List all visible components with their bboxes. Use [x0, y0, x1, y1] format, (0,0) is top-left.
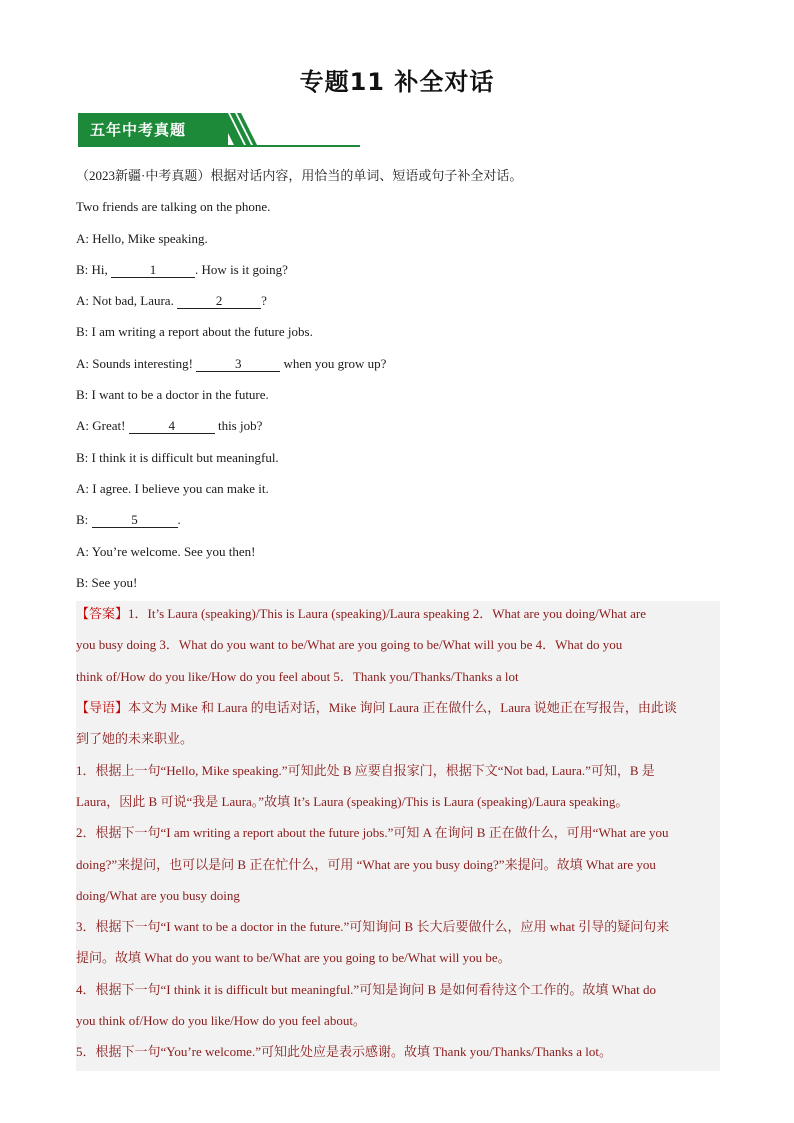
blank-3: 3 — [196, 357, 280, 372]
banner-underline — [78, 145, 360, 147]
dialogue-line: B: See you! — [76, 574, 138, 590]
question-body — [76, 163, 720, 1071]
dialogue-line: A: Hello, Mike speaking. — [76, 230, 208, 246]
guide-tag: 【导语】 — [76, 701, 129, 717]
dialogue-line: B: Hi, 1 . How is it going? — [76, 261, 288, 277]
page-title: 专题11 补全对话 — [299, 68, 495, 96]
dialogue-line: B: I think it is difficult but meaningful. — [76, 449, 279, 465]
explanation-line: doing?”来提问，也可以是问 B 正在忙什么，可用 “What are you busy doing?”来提问。故填 What are you — [76, 856, 656, 872]
answer-section — [76, 601, 720, 1070]
scene-text: Two friends are talking on the phone. — [76, 199, 271, 215]
explanation-line: 3．根据下一句“I want to be a doctor in the future.”可知询问 B 长大后要做什么，应用 what 引导的疑问句来 — [76, 919, 670, 935]
dialogue-line: A: Great! 4 this job? — [76, 418, 263, 434]
explanation-line: 4．根据下一句“I think it is difficult but meaningful.”可知是询问 B 是如何看待这个工作的。故填 What do — [76, 981, 657, 997]
guide-line: 到了她的未来职业。 — [76, 731, 194, 747]
dialogue-line: B: I am writing a report about the future jobs. — [76, 324, 313, 340]
dialogue-line: A: You’re welcome. See you then! — [76, 543, 256, 559]
intro-text: （2023新疆·中考真题）根据对话内容，用恰当的单词、短语或句子补全对话。 — [76, 168, 523, 183]
explanation-line: 2．根据下一句“I am writing a report about the future jobs.”可知 A 在询问 B 正在做什么，可用“What are you — [76, 825, 669, 841]
section-banner-label: 五年中考真题 — [90, 121, 187, 139]
section-banner — [78, 113, 360, 149]
blank-5: 5 — [92, 513, 178, 528]
dialogue-line: B: I want to be a doctor in the future. — [76, 387, 269, 403]
explanation-line: 5．根据下一句“You’re welcome.”可知此处应是表示感谢。故填 Thank you/Thanks/Thanks a lot。 — [76, 1044, 612, 1060]
explanation-line: Laura，因此 B 可说“我是 Laura。”故填 It’s Laura (speaking)/This is Laura (speaking)/Laura speaking。 — [76, 793, 629, 809]
blank-4: 4 — [129, 419, 215, 434]
explanation-line: doing/What are you busy doing — [76, 887, 240, 903]
answer-tag: 【答案】 — [76, 607, 129, 623]
explanation-line: 1．根据上一句“Hello, Mike speaking.”可知此处 B 应要自报家门，根据下文“Not bad, Laura.”可知，B 是 — [76, 762, 655, 778]
dialogue-line: A: Not bad, Laura. 2 ? — [76, 293, 267, 309]
blank-2: 2 — [177, 294, 261, 309]
guide-line: 【导语】本文为 Mike 和 Laura 的电话对话，Mike 询问 Laura 正在做什么，Laura 说她正在写报告，由此谈 — [76, 700, 677, 717]
dialogue-line: A: Sounds interesting! 3 when you grow up? — [76, 355, 387, 371]
answer-line: 【答案】1．It’s Laura (speaking)/This is Laura (speaking)/Laura speaking 2．What are you doing/What are — [76, 606, 647, 623]
explanation-line: 提问。故填 What do you want to be/What are you going to be/What will you be。 — [76, 950, 511, 966]
blank-1: 1 — [111, 263, 195, 278]
answer-line: think of/How do you like/How do you feel about 5．Thank you/Thanks/Thanks a lot — [76, 668, 519, 684]
dialogue-line: B: 5 . — [76, 512, 181, 528]
dialogue-line: A: I agree. I believe you can make it. — [76, 480, 269, 496]
explanation-line: you think of/How do you like/How do you feel about。 — [76, 1013, 366, 1029]
answer-line: you busy doing 3．What do you want to be/What are you going to be/What will you be 4．What do you — [76, 637, 623, 653]
stripes-icon — [218, 113, 268, 145]
